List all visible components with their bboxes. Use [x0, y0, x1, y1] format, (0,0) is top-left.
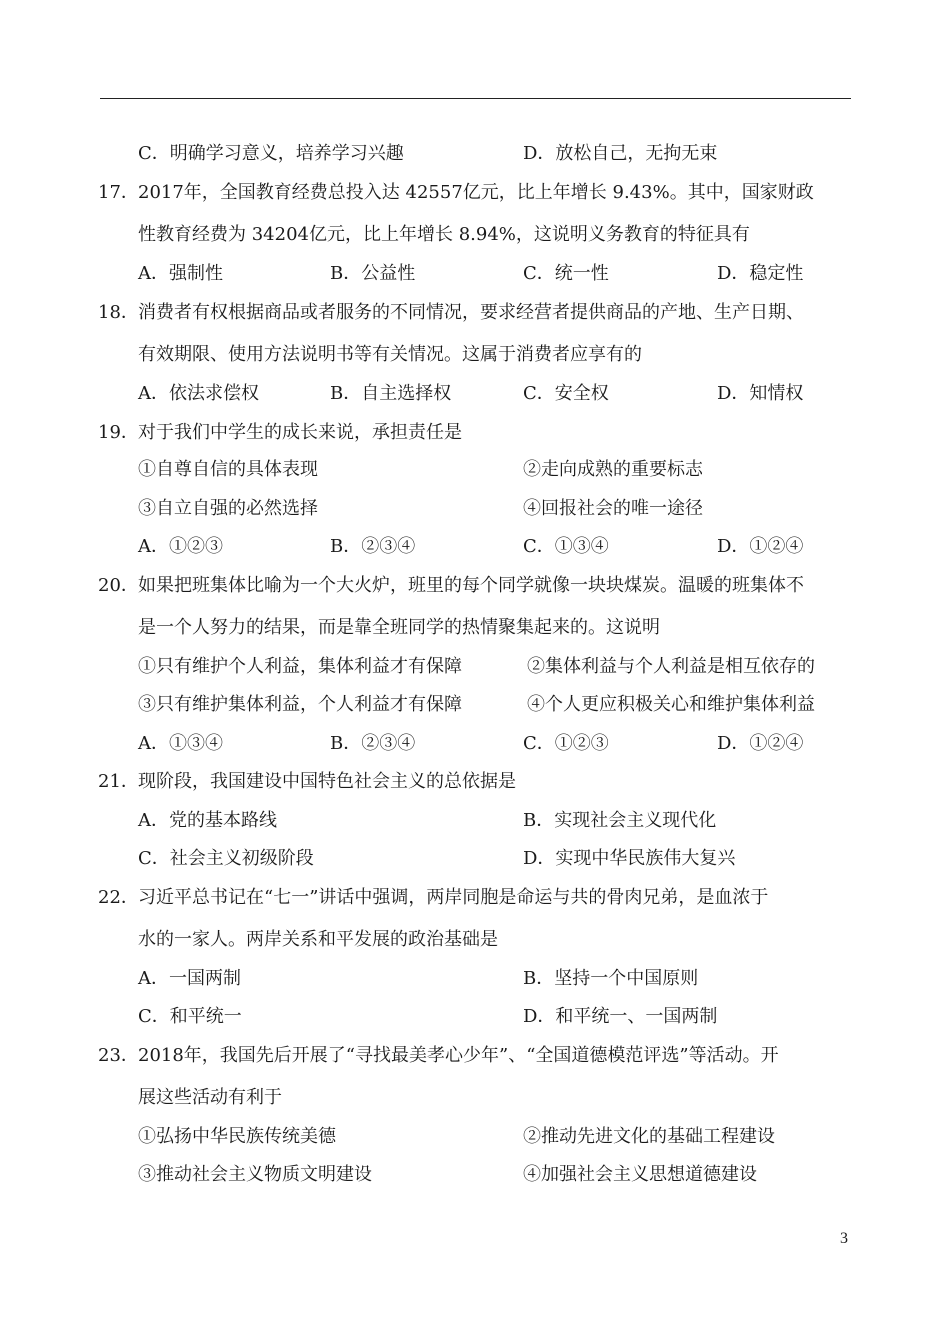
- question-text-continued: 是一个人努力的结果，而是靠全班同学的热情聚集起来的。这说明: [138, 617, 660, 638]
- statement-3: ③自立自强的必然选择: [138, 498, 318, 519]
- option-c: C．明确学习意义，培养学习兴趣: [138, 143, 404, 164]
- option-b: B．实现社会主义现代化: [523, 810, 717, 831]
- option-b: B．②③④: [330, 536, 416, 557]
- statement-4: ④加强社会主义思想道德建设: [523, 1164, 757, 1185]
- statement-3: ③只有维护集体利益，个人利益才有保障: [138, 694, 462, 715]
- option-d: D．稳定性: [717, 263, 804, 284]
- question-text: 2017年，全国教育经费总投入达 42557亿元，比上年增长 9.43%。其中，国家财政: [138, 182, 814, 203]
- option-b: B．坚持一个中国原则: [523, 968, 699, 989]
- question-text: 如果把班集体比喻为一个大火炉，班里的每个同学就像一块块煤炭。温暖的班集体不: [138, 575, 804, 596]
- option-d: D．放松自己，无拘无束: [523, 143, 718, 164]
- statement-3: ③推动社会主义物质文明建设: [138, 1164, 372, 1185]
- question-text: 现阶段，我国建设中国特色社会主义的总依据是: [138, 771, 516, 792]
- question-number: 18．: [98, 302, 139, 323]
- option-b: B．②③④: [330, 733, 416, 754]
- question-text: 消费者有权根据商品或者服务的不同情况，要求经营者提供商品的产地、生产日期、: [138, 302, 804, 323]
- option-c: C．安全权: [523, 383, 609, 404]
- question-text: 对于我们中学生的成长来说，承担责任是: [138, 422, 462, 443]
- option-a: A．强制性: [138, 263, 223, 284]
- statement-2: ②推动先进文化的基础工程建设: [523, 1126, 775, 1147]
- option-d: D．知情权: [717, 383, 804, 404]
- option-c: C．社会主义初级阶段: [138, 848, 314, 869]
- option-d: D．和平统一、一国两制: [523, 1006, 718, 1027]
- option-a: A．一国两制: [138, 968, 241, 989]
- question-text-continued: 展这些活动有利于: [138, 1087, 282, 1108]
- header-rule: [100, 98, 851, 99]
- question-number: 20．: [98, 575, 139, 596]
- option-a: A．依法求偿权: [138, 383, 259, 404]
- question-number: 17．: [98, 182, 139, 203]
- option-a: A．①③④: [138, 733, 223, 754]
- option-a: A．党的基本路线: [138, 810, 277, 831]
- option-a: A．①②③: [138, 536, 223, 557]
- question-text: 2018年，我国先后开展了“寻找最美孝心少年”、“全国道德模范评选”等活动。开: [138, 1045, 779, 1066]
- option-d: D．①②④: [717, 536, 804, 557]
- option-b: B．公益性: [330, 263, 416, 284]
- option-c: C．和平统一: [138, 1006, 242, 1027]
- option-d: D．①②④: [717, 733, 804, 754]
- question-number: 21．: [98, 771, 139, 792]
- statement-1: ①只有维护个人利益，集体利益才有保障: [138, 656, 462, 677]
- option-b: B．自主选择权: [330, 383, 452, 404]
- question-text: 习近平总书记在“七一”讲话中强调，两岸同胞是命运与共的骨肉兄弟，是血浓于: [138, 887, 769, 908]
- option-d: D．实现中华民族伟大复兴: [523, 848, 736, 869]
- statement-4: ④回报社会的唯一途径: [523, 498, 703, 519]
- option-c: C．①②③: [523, 733, 609, 754]
- question-number: 19．: [98, 422, 139, 443]
- page-number: 3: [840, 1230, 848, 1247]
- statement-2: ②集体利益与个人利益是相互依存的: [527, 656, 815, 677]
- statement-1: ①自尊自信的具体表现: [138, 459, 318, 480]
- option-c: C．统一性: [523, 263, 609, 284]
- question-text-continued: 有效期限、使用方法说明书等有关情况。这属于消费者应享有的: [138, 344, 642, 365]
- statement-4: ④个人更应积极关心和维护集体利益: [527, 694, 815, 715]
- question-number: 22．: [98, 887, 139, 908]
- question-text-continued: 水的一家人。两岸关系和平发展的政治基础是: [138, 929, 498, 950]
- option-c: C．①③④: [523, 536, 609, 557]
- statement-1: ①弘扬中华民族传统美德: [138, 1126, 336, 1147]
- statement-2: ②走向成熟的重要标志: [523, 459, 703, 480]
- question-number: 23．: [98, 1045, 139, 1066]
- question-text-continued: 性教育经费为 34204亿元，比上年增长 8.94%，这说明义务教育的特征具有: [138, 224, 750, 245]
